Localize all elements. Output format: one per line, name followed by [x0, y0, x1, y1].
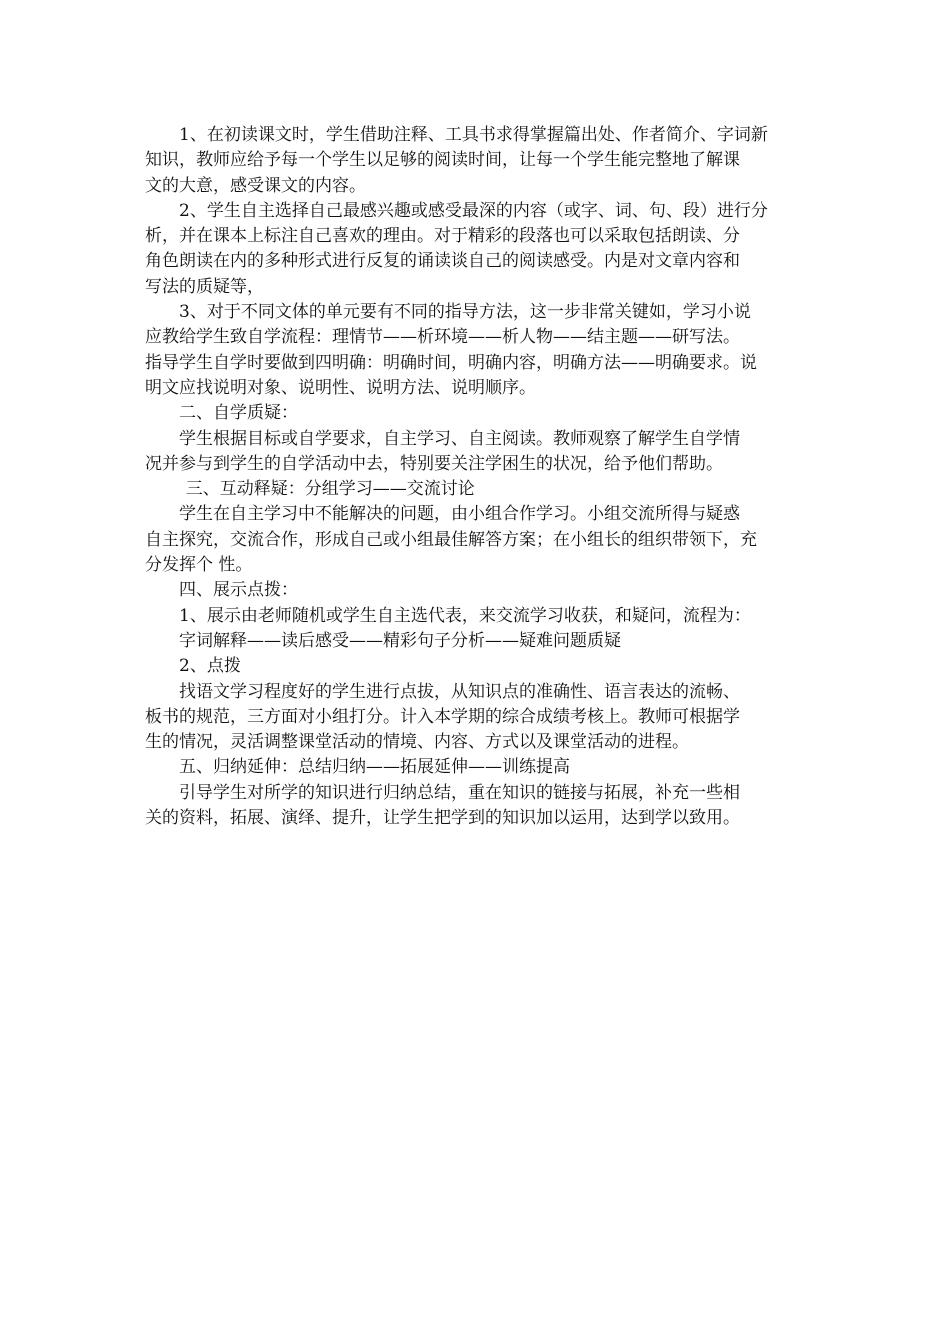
text-line: 况并参与到学生的自学活动中去，特别要关注学困生的状况，给予他们帮助。 — [145, 453, 723, 474]
section-heading-interaction — [145, 477, 810, 502]
text-line: 1、展示由老师随机或学生自主选代表，来交流学习收获，和疑问，流程为： — [179, 605, 751, 626]
text-line: 明文应找说明对象、说明性、说明方法、说明顺序。 — [145, 377, 536, 398]
section-heading-self-study — [145, 401, 810, 426]
text-line: 2、点拨 — [179, 656, 241, 677]
text-line: 文的大意，感受课文的内容。 — [145, 175, 366, 196]
paragraph-presentation-1 — [145, 604, 810, 655]
text-line: 3、对于不同文体的单元要有不同的指导方法，这一步非常关键如，学习小说 — [179, 302, 751, 323]
heading-line: 三、互动释疑：分组学习——交流讨论 — [185, 479, 475, 500]
text-line: 学生根据目标或自学要求，自主学习、自主阅读。教师观察了解学生自学情 — [179, 428, 740, 449]
section-heading-presentation — [145, 578, 810, 603]
paragraph-reading-step-2 — [145, 199, 810, 300]
paragraph-guidance — [145, 680, 810, 756]
text-line: 关的资料，拓展、演绎、提升，让学生把学到的知识加以运用，达到学以致用。 — [145, 808, 740, 829]
paragraph-reading-step-3 — [145, 300, 810, 401]
text-line: 自主探究，交流合作，形成自己或小组最佳解答方案；在小组长的组织带领下，充 — [145, 529, 757, 550]
paragraph-reading-step-1 — [145, 123, 810, 199]
paragraph-presentation-2-heading — [145, 654, 810, 679]
text-line: 1、在初读课文时，学生借助注释、工具书求得掌握篇出处、作者简介、字词新 — [179, 125, 768, 145]
text-line: 生的情况，灵活调整课堂活动的情境、内容、方式以及课堂活动的进程。 — [145, 732, 689, 753]
heading-line: 四、展示点拨： — [179, 580, 298, 601]
text-line: 指导学生自学时要做到四明确：明确时间，明确内容，明确方法——明确要求。说 — [145, 352, 757, 373]
text-line: 分发挥个 性。 — [145, 555, 253, 576]
heading-line: 五、归纳延伸：总结归纳——拓展延伸——训练提高 — [179, 757, 570, 778]
text-line: 学生在自主学习中不能解决的问题，由小组合作学习。小组交流所得与疑惑 — [179, 504, 740, 525]
paragraph-self-study — [145, 427, 810, 478]
heading-line: 二、自学质疑： — [179, 403, 298, 424]
text-line: 角色朗读在内的多种形式进行反复的诵读谈自己的阅读感受。内是对文章内容和 — [145, 251, 740, 272]
text-line: 知识，教师应给予每一个学生以足够的阅读时间，让每一个学生能完整地了解课 — [145, 150, 740, 171]
section-heading-summary — [145, 755, 810, 780]
text-line: 板书的规范，三方面对小组打分。计入本学期的综合成绩考核上。教师可根据学 — [145, 706, 740, 727]
text-line: 应教给学生致自学流程：理情节——析环境——析人物——结主题——研写法。 — [145, 327, 740, 348]
paragraph-group-study — [145, 502, 810, 578]
paragraph-summary — [145, 781, 810, 832]
document-page — [145, 123, 810, 831]
text-line: 写法的质疑等， — [145, 276, 264, 297]
text-line: 找语文学习程度好的学生进行点拔，从知识点的准确性、语言表达的流畅、 — [179, 681, 740, 702]
text-line: 字词解释——读后感受——精彩句子分析——疑难问题质疑 — [179, 630, 621, 651]
text-line: 2、学生自主选择自己最感兴趣或感受最深的内容（或字、词、句、段）进行分 — [179, 200, 768, 221]
text-line: 引导学生对所学的知识进行归纳总结，重在知识的链接与拓展，补充一些相 — [179, 782, 740, 803]
text-line: 析，并在课本上标注自己喜欢的理由。对于精彩的段落也可以采取包括朗读、分 — [145, 226, 740, 247]
